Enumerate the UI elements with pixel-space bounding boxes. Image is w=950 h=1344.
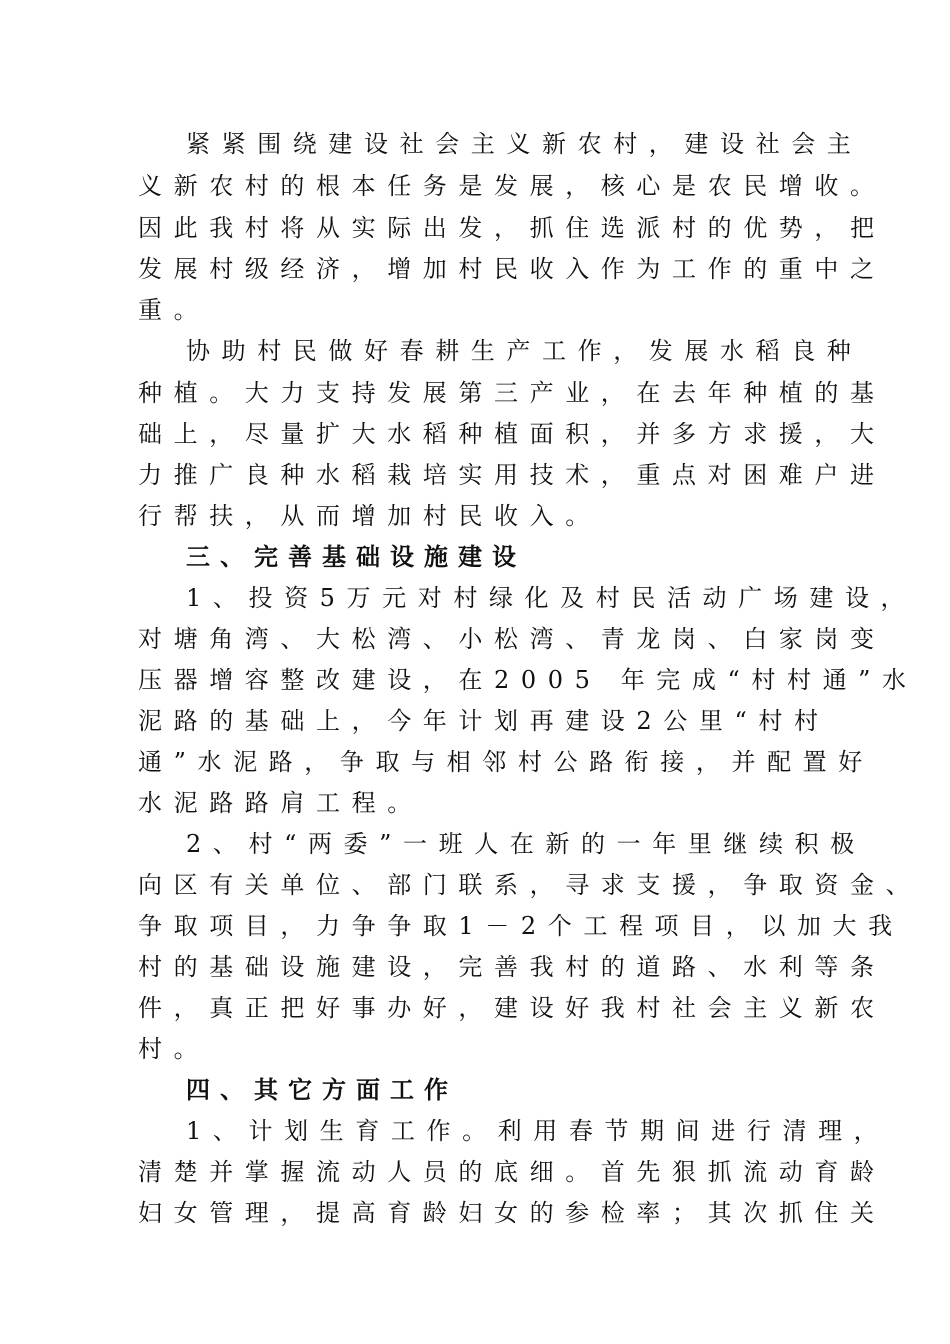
paragraph-line: 村的基础设施建设，完善我村的道路、水利等条 bbox=[138, 953, 886, 981]
paragraph-line: 种植。大力支持发展第三产业，在去年种植的基 bbox=[138, 379, 886, 407]
paragraph-line: 通”水泥路，争取与相邻村公路衔接，并配置好 bbox=[138, 748, 874, 776]
paragraph-line: 对塘角湾、大松湾、小松湾、青龙岗、白家岗变 bbox=[138, 625, 886, 653]
paragraph-line: 争取项目，力争争取1－2个工程项目，以加大我 bbox=[138, 912, 904, 940]
paragraph-line: 向区有关单位、部门联系，寻求支援，争取资金、 bbox=[138, 871, 922, 899]
paragraph-line: 紧紧围绕建设社会主义新农村，建设社会主 bbox=[186, 130, 863, 158]
paragraph-line: 1、投资5万元对村绿化及村民活动广场建设， bbox=[186, 584, 917, 612]
paragraph-line: 力推广良种水稻栽培实用技术，重点对困难户进 bbox=[138, 461, 886, 489]
paragraph-line: 妇女管理，提高育龄妇女的参检率；其次抓住关 bbox=[138, 1199, 886, 1227]
paragraph-line: 压器增容整改建设，在2005 年完成“村村通”水 bbox=[138, 666, 918, 694]
paragraph-line: 泥路的基础上，今年计划再建设2公里“村村 bbox=[138, 707, 830, 735]
paragraph-line: 础上，尽量扩大水稻种植面积，并多方求援，大 bbox=[138, 420, 886, 448]
paragraph-line: 发展村级经济，增加村民收入作为工作的重中之 bbox=[138, 255, 886, 283]
paragraph-line: 重。 bbox=[138, 296, 210, 324]
paragraph-line: 协助村民做好春耕生产工作，发展水稻良种 bbox=[186, 337, 863, 365]
paragraph-line: 村。 bbox=[138, 1035, 210, 1063]
paragraph-line: 件，真正把好事办好，建设好我村社会主义新农 bbox=[138, 994, 886, 1022]
paragraph-line: 1、计划生育工作。利用春节期间进行清理， bbox=[186, 1117, 890, 1145]
paragraph-line: 因此我村将从实际出发，抓住选派村的优势，把 bbox=[138, 214, 886, 242]
paragraph-line: 2、村“两委”一班人在新的一年里继续积极 bbox=[186, 830, 866, 858]
paragraph-line: 水泥路路肩工程。 bbox=[138, 789, 423, 817]
paragraph-line: 行帮扶，从而增加村民收入。 bbox=[138, 502, 601, 530]
section-heading: 四、其它方面工作 bbox=[186, 1076, 458, 1104]
section-heading: 三、完善基础设施建设 bbox=[186, 543, 526, 571]
paragraph-line: 清楚并掌握流动人员的底细。首先狠抓流动育龄 bbox=[138, 1158, 886, 1186]
paragraph-line: 义新农村的根本任务是发展，核心是农民增收。 bbox=[138, 172, 886, 200]
